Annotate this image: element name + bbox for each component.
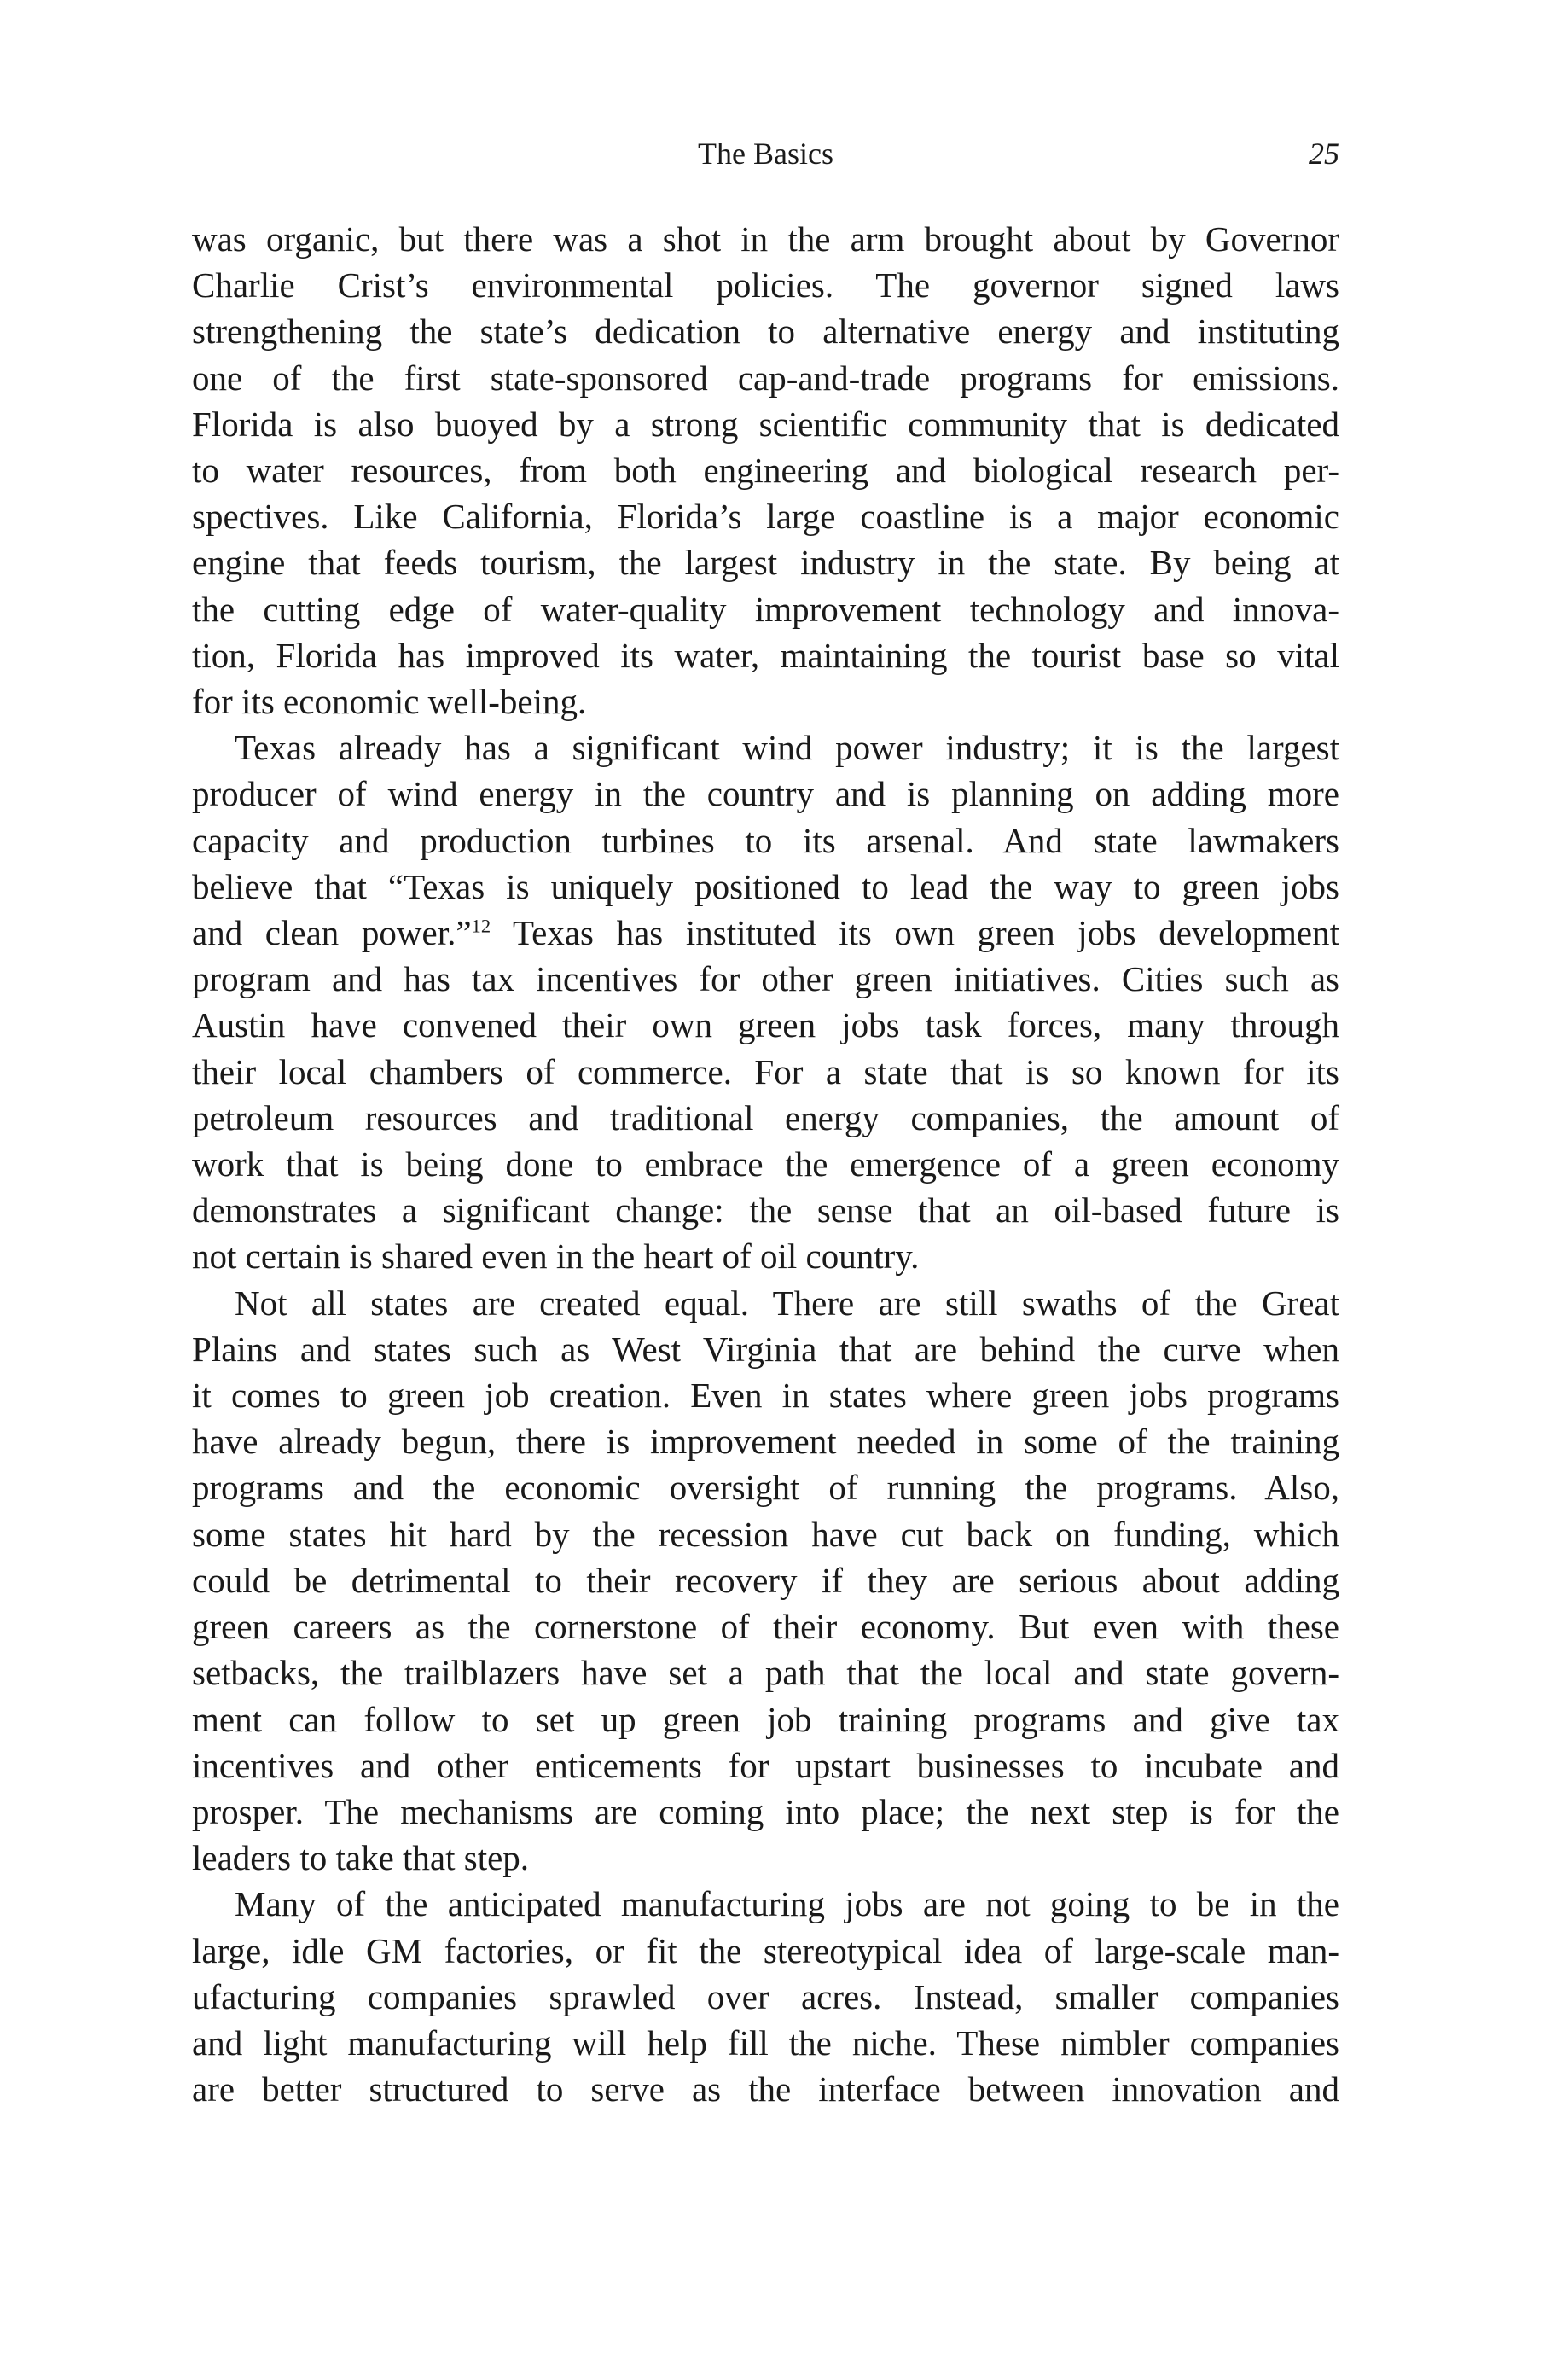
paragraph	[192, 216, 1339, 724]
text-line: are better structured to serve as the interface between innovation and	[192, 2069, 1339, 2109]
text-line: Florida is also buoyed by a strong scientific community that is dedicated	[192, 404, 1339, 444]
text-line: to water resources, from both engineering and biological research per-	[192, 451, 1339, 491]
text-line	[192, 910, 1339, 956]
paragraph	[192, 724, 1339, 1279]
text-line: setbacks, the trailblazers have set a path that the local and state govern-	[192, 1653, 1339, 1693]
text-line: for its economic well-being.	[192, 682, 587, 722]
text-line: Austin have convened their own green jobs task forces, many through	[192, 1005, 1339, 1045]
paragraph	[192, 1881, 1339, 2112]
running-head	[192, 128, 1339, 179]
text-line: incentives and other enticements for upstart businesses to incubate and	[192, 1745, 1339, 1785]
text-line: it comes to green job creation. Even in states where green jobs programs	[192, 1376, 1339, 1416]
text-line: Texas already has a significant wind power industry; it is the largest	[235, 728, 1339, 768]
running-title: The Basics	[698, 137, 833, 171]
text-line: green careers as the cornerstone of their economy. But even with these	[192, 1607, 1339, 1647]
text-line: and light manufacturing will help fill the niche. These nimbler companies	[192, 2022, 1339, 2063]
body-text	[192, 216, 1339, 2112]
text-span: Texas has instituted its own green jobs development	[512, 913, 1340, 953]
text-line: one of the first state-sponsored cap-and-trade programs for emissions.	[192, 358, 1339, 398]
text-line: Charlie Crist’s environmental policies. The governor signed laws	[192, 265, 1339, 305]
text-line: their local chambers of commerce. For a state that is so known for its	[192, 1051, 1339, 1091]
text-line: spectives. Like California, Florida’s large coastline is a major economic	[192, 497, 1339, 537]
text-line: could be detrimental to their recovery if they are serious about adding	[192, 1560, 1339, 1600]
text-line: demonstrates a significant change: the sense that an oil-based future is	[192, 1190, 1339, 1231]
text-line: not certain is shared even in the heart of oil country.	[192, 1236, 920, 1277]
text-line: work that is being done to embrace the emergence of a green economy	[192, 1144, 1339, 1184]
text-line: strengthening the state’s dedication to alternative energy and instituting	[192, 311, 1339, 352]
quote-end: and clean power.”	[192, 913, 472, 953]
text-line: was organic, but there was a shot in the arm brought about by Governor	[192, 219, 1339, 259]
text-line: capacity and production turbines to its arsenal. And state lawmakers	[192, 820, 1339, 860]
text-line: have already begun, there is improvement needed in some of the training	[192, 1422, 1339, 1462]
paragraph	[192, 1280, 1339, 1882]
text-line: producer of wind energy in the country and is planning on adding more	[192, 774, 1339, 814]
text-line: petroleum resources and traditional energy companies, the amount of	[192, 1097, 1339, 1137]
text-line: engine that feeds tourism, the largest industry in the state. By being at	[192, 543, 1339, 583]
text-line: program and has tax incentives for other green initiatives. Cities such as	[192, 959, 1339, 999]
text-line: believe that “Texas is uniquely positioned to lead the way to green jobs	[192, 866, 1339, 906]
text-line: leaders to take that step.	[192, 1838, 530, 1878]
text-line: tion, Florida has improved its water, maintaining the tourist base so vital	[192, 635, 1339, 675]
text-line: programs and the economic oversight of running the programs. Also,	[192, 1468, 1339, 1508]
footnote-reference: 12	[471, 915, 491, 937]
text-line: the cutting edge of water-quality improvement technology and innova-	[192, 589, 1339, 629]
text-line: Plains and states such as West Virginia that are behind the curve when	[192, 1329, 1339, 1369]
text-line: ufacturing companies sprawled over acres. Instead, smaller companies	[192, 1976, 1339, 2016]
text-line: Many of the anticipated manufacturing jobs are not going to be in the	[235, 1884, 1339, 1924]
text-line: prosper. The mechanisms are coming into place; the next step is for the	[192, 1791, 1339, 1831]
text-line: Not all states are created equal. There are still swaths of the Great	[235, 1283, 1339, 1323]
text-line: large, idle GM factories, or fit the stereotypical idea of large-scale man-	[192, 1930, 1339, 1970]
page-number: 25	[1309, 137, 1339, 171]
text-line: ment can follow to set up green job training programs and give tax	[192, 1699, 1339, 1739]
text-line: some states hit hard by the recession have cut back on funding, which	[192, 1514, 1339, 1554]
